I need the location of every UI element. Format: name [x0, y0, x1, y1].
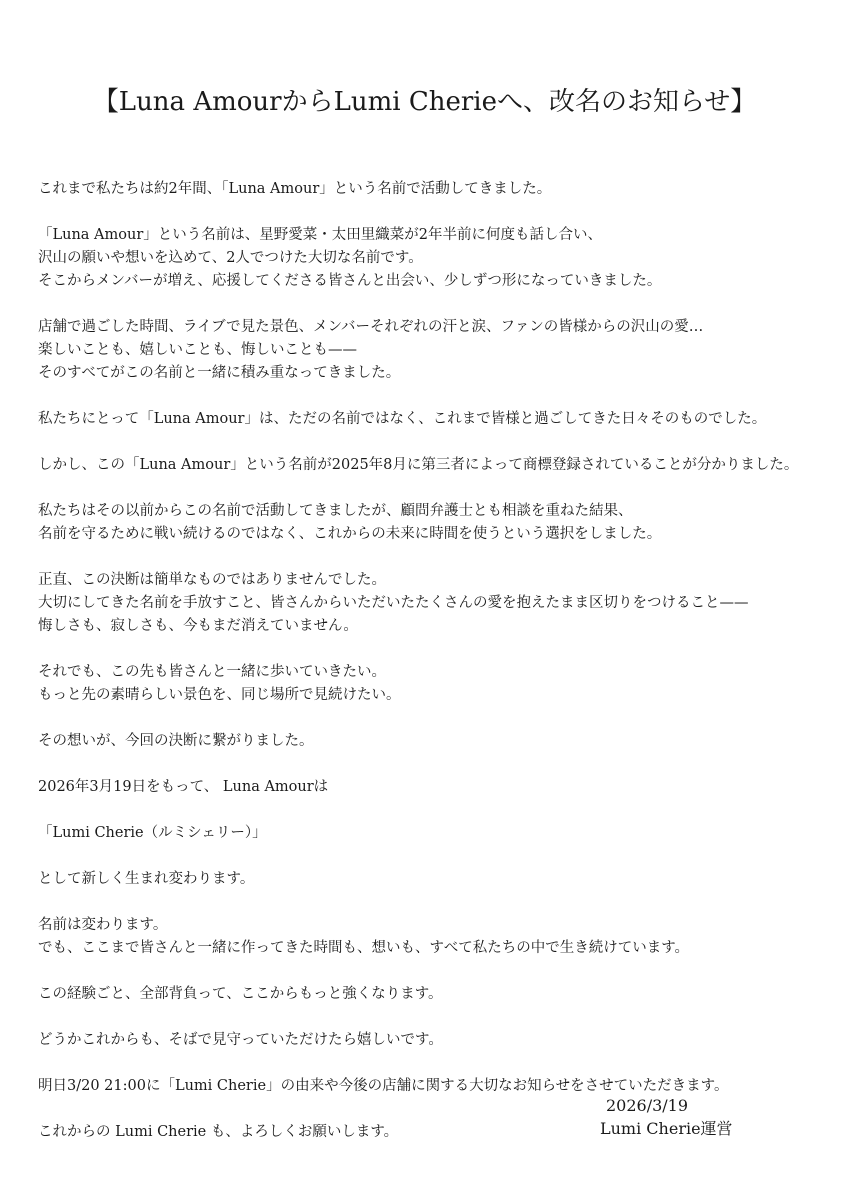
text-line: として新しく生まれ変わります。: [38, 871, 255, 887]
page-title: 【Luna AmourからLumi Cherieへ、改名のお知らせ】: [92, 87, 757, 117]
paragraph: [38, 454, 828, 477]
text-line: それでも、この先も皆さんと一緒に歩いていきたい。: [38, 664, 386, 680]
paragraph: [38, 983, 828, 1006]
paragraph: [38, 500, 828, 546]
text-line: 2026年3月19日をもって、 Luna Amourは: [38, 779, 329, 795]
text-line: そこからメンバーが増え、応援してくださる皆さんと出会い、少しずつ形になっていきました。: [38, 273, 662, 289]
paragraph: [38, 661, 828, 707]
paragraph: [38, 776, 828, 799]
text-line: 「Luna Amour」という名前は、星野愛菜・太田里織菜が2年半前に何度も話し合い、: [38, 227, 603, 243]
paragraph: [38, 730, 828, 753]
paragraph: [38, 1029, 828, 1052]
text-line: 名前は変わります。: [38, 917, 168, 933]
paragraph: [38, 408, 828, 431]
paragraph: [38, 316, 828, 385]
text-line: この経験ごと、全部背負って、ここからもっと強くなります。: [38, 986, 443, 1002]
paragraph: [38, 822, 828, 845]
text-line: しかし、この「Luna Amour」という名前が2025年8月に第三者によって商標登録されていることが分かりました。: [38, 457, 799, 473]
signature-organization: Lumi Cherie運営: [600, 1119, 733, 1138]
text-line: でも、ここまで皆さんと一緒に作ってきた時間も、想いも、すべて私たちの中で生き続けています。: [38, 940, 690, 956]
text-line: 私たちにとって「Luna Amour」は、ただの名前ではなく、これまで皆様と過ごしてきた日々そのものでした。: [38, 411, 767, 427]
text-line: 私たちはその以前からこの名前で活動してきましたが、顧問弁護士とも相談を重ねた結果、: [38, 503, 633, 519]
text-line: その想いが、今回の決断に繋がりました。: [38, 733, 314, 749]
text-line: 明日3/20 21:00に「Lumi Cherie」の由来や今後の店舗に関する大切なお知らせをさせていただきます。: [38, 1078, 729, 1094]
signature-date: 2026/3/19: [606, 1096, 689, 1115]
paragraph: [38, 569, 828, 638]
announcement-body: [38, 178, 828, 1167]
signature-block: [600, 1094, 820, 1140]
text-line: 正直、この決断は簡単なものではありませんでした。: [38, 572, 386, 588]
paragraph: [38, 914, 828, 960]
text-line: 大切にしてきた名前を手放すこと、皆さんからいただいたたくさんの愛を抱えたまま区切りをつけること——: [38, 595, 749, 611]
text-line: 悔しさも、寂しさも、今もまだ消えていません。: [38, 618, 358, 634]
text-line: 楽しいことも、嬉しいことも、悔しいことも——: [38, 342, 357, 358]
text-line: これからの Lumi Cherie も、よろしくお願いします。: [38, 1124, 399, 1140]
text-line: 沢山の願いや想いを込めて、2人でつけた大切な名前です。: [38, 250, 423, 266]
paragraph: [38, 178, 828, 201]
paragraph: [38, 224, 828, 293]
text-line: そのすべてがこの名前と一緒に積み重なってきました。: [38, 365, 401, 381]
text-line: もっと先の素晴らしい景色を、同じ場所で見続けたい。: [38, 687, 401, 703]
text-line: 「Lumi Cherie（ルミシェリー）」: [38, 825, 267, 841]
text-line: どうかこれからも、そばで見守っていただけたら嬉しいです。: [38, 1032, 443, 1048]
text-line: 名前を守るために戦い続けるのではなく、これからの未来に時間を使うという選択をしました。: [38, 526, 662, 542]
paragraph: [38, 868, 828, 891]
text-line: これまで私たちは約2年間、「Luna Amour」という名前で活動してきました。: [38, 181, 552, 197]
text-line: 店舗で過ごした時間、ライブで見た景色、メンバーそれぞれの汗と涙、ファンの皆様からの沢山の愛…: [38, 319, 704, 335]
